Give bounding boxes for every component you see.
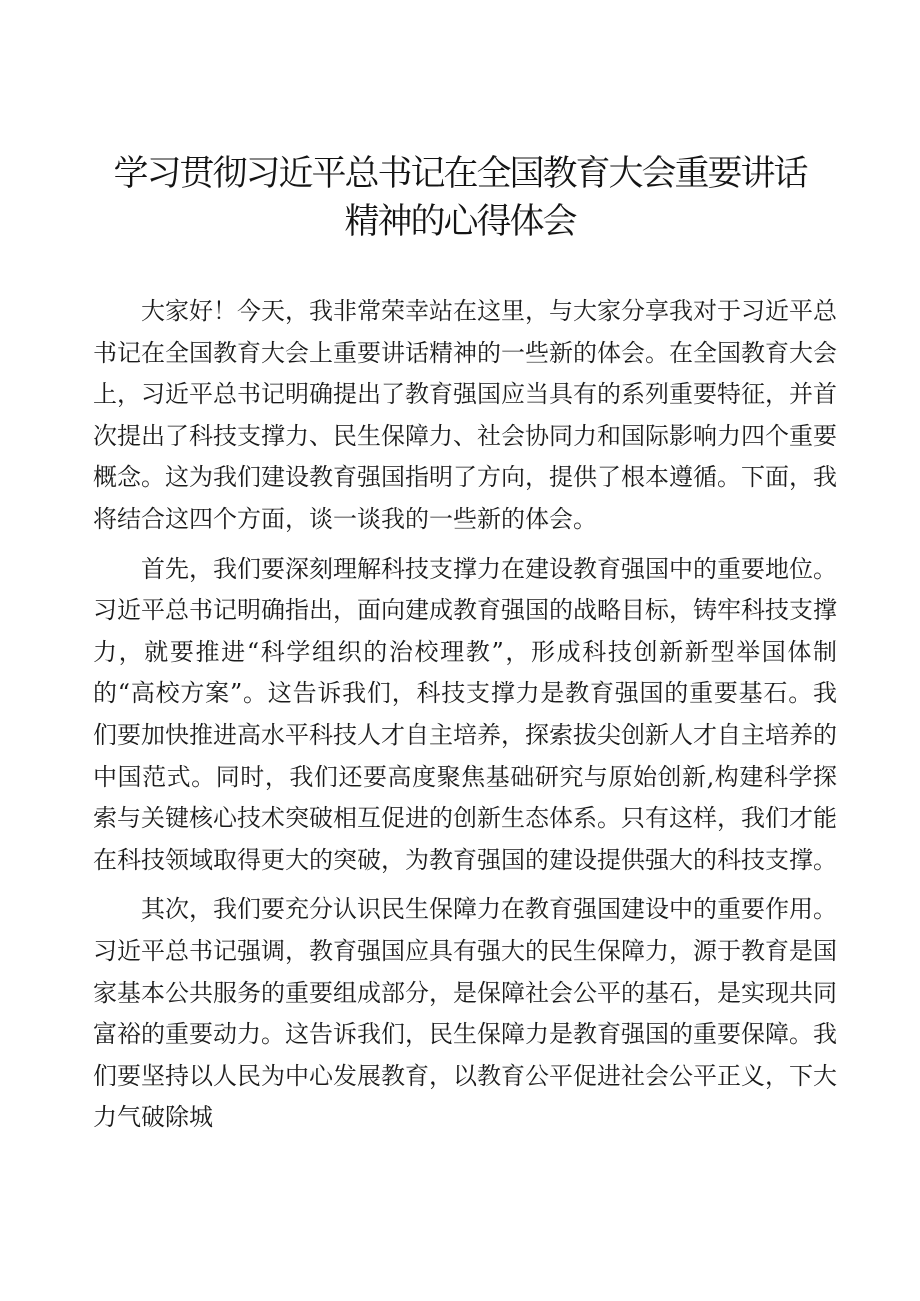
paragraph-science-support: 首先，我们要深刻理解科技支撑力在建设教育强国中的重要地位。习近平总书记明确指出，面向建成教育强国的战略目标，铸牢科技支撑力，就要推进“科学组织的治校理教”，形成科技创新新型举国体制的“高校方案”。这告诉我们，科技支撑力是教育强国的重要基石。我们要加快推进高水平科技人才自主培养，探索拔尖创新人才自主培养的中国范式。同时，我们还要高度聚焦基础研究与原始创新,构建科学探索与关键核心技术突破相互促进的创新生态体系。只有这样，我们才能在科技领域取得更大的突破，为教育强国的建设提供强大的科技支撑。	[93, 554, 837, 874]
document-title	[60, 150, 860, 246]
title-line-1: 学习贯彻习近平总书记在全国教育大会重要讲话	[113, 154, 807, 194]
paragraph-livelihood-support: 其次，我们要充分认识民生保障力在教育强国建设中的重要作用。习近平总书记强调，教育强国应具有强大的民生保障力，源于教育是国家基本公共服务的重要组成部分，是保障社会公平的基石，是实现共同富裕的重要动力。这告诉我们，民生保障力是教育强国的重要保障。我们要坚持以人民为中心发展教育，以教育公平促进社会公平正义，下大力气破除城	[93, 895, 837, 1132]
document-body	[93, 291, 837, 1147]
paragraph-intro: 大家好！今天，我非常荣幸站在这里，与大家分享我对于习近平总书记在全国教育大会上重要讲话精神的一些新的体会。在全国教育大会上，习近平总书记明确提出了教育强国应当具有的系列重要特征，并首次提出了科技支撑力、民生保障力、社会协同力和国际影响力四个重要概念。这为我们建设教育强国指明了方向，提供了根本遵循。下面，我将结合这四个方面，谈一谈我的一些新的体会。	[93, 297, 837, 533]
title-line-2: 精神的心得体会	[344, 202, 576, 242]
